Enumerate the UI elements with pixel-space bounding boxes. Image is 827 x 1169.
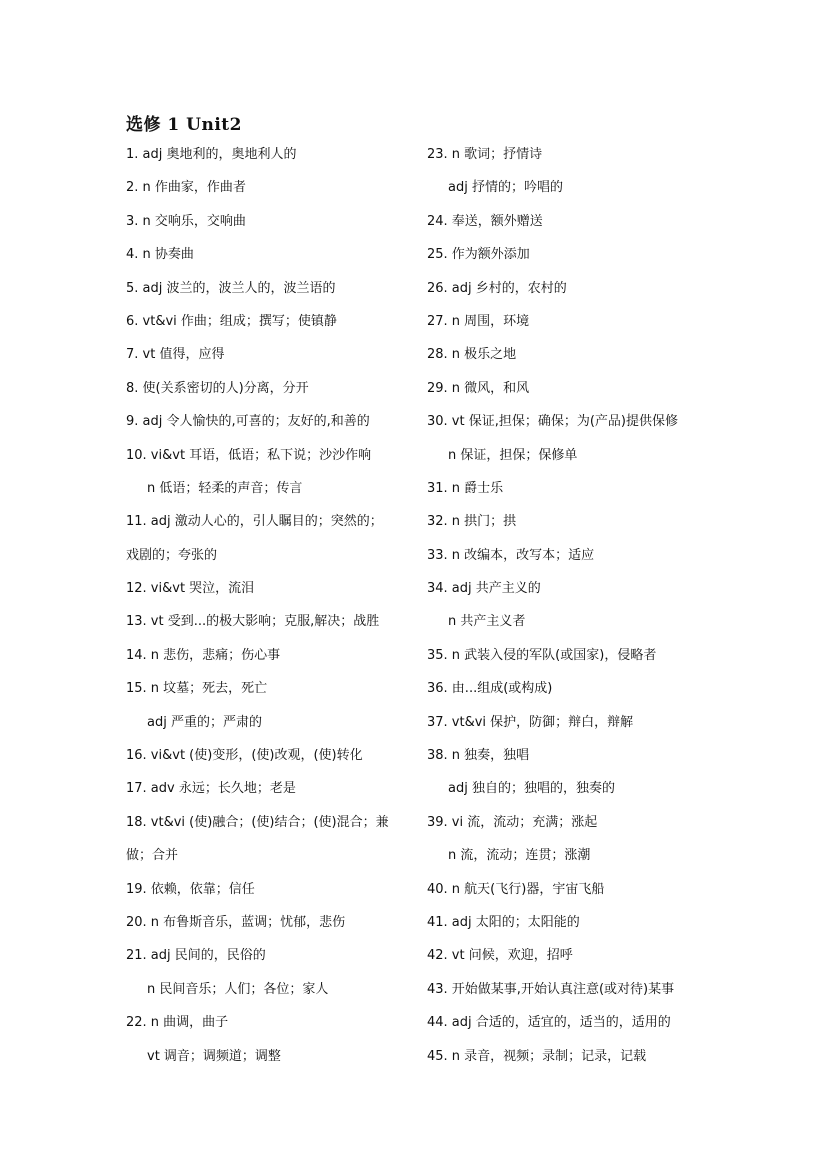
left-column [126,145,416,1080]
vocab-line: 23. n 歌词；抒情诗 [427,147,543,162]
vocab-line: 24. 奉送，额外赠送 [427,213,543,229]
vocab-line: 5. adj 波兰的，波兰人的，波兰语的 [126,280,336,296]
vocab-line: 42. vt 问候，欢迎，招呼 [427,948,573,964]
vocab-line: 34. adj 共产主义的 [427,581,541,597]
vocab-line: 10. vi&vt 耳语，低语；私下说；沙沙作响 [126,447,372,463]
vocab-line: 8. 使(关系密切的人)分离，分开 [126,380,309,396]
vocab-line: n 低语；轻柔的声音；传言 [147,480,303,496]
vocab-line: 44. adj 合适的，适宜的，适当的，适用的 [427,1015,671,1031]
vocab-line: 28. n 极乐之地 [427,347,517,363]
vocab-line: adj 独自的；独唱的，独奏的 [448,781,615,797]
vocab-line: n 共产主义者 [448,614,526,630]
vocab-line: n 民间音乐；人们；各位；家人 [147,981,329,997]
vocab-line: 31. n 爵士乐 [427,480,504,496]
vocab-line: 38. n 独奏，独唱 [427,748,530,764]
vocab-line: 6. vt&vi 作曲；组成；撰写；使镇静 [126,313,337,329]
vocab-line: adj 抒情的；吟唱的 [448,180,563,196]
vocab-line: 21. adj 民间的，民俗的 [126,948,266,964]
vocab-line: 26. adj 乡村的，农村的 [427,280,567,296]
vocab-line: n 流，流动；连贯；涨潮 [448,848,591,864]
vocab-line: 43. 开始做某事,开始认真注意(或对待)某事 [427,981,675,997]
vocab-line: 32. n 拱门；拱 [427,514,517,530]
vocab-line: 37. vt&vi 保护，防御；辩白，辩解 [427,714,634,730]
vocab-line: 25. 作为额外添加 [427,247,530,263]
vocab-line: 35. n 武装入侵的军队(或国家)，侵略者 [427,647,657,663]
vocab-line: 4. n 协奏曲 [126,247,194,263]
vocab-line: 12. vi&vt 哭泣，流泪 [126,581,255,597]
vocab-line: 36. 由...组成(或构成) [427,681,553,697]
vocab-line: 2. n 作曲家，作曲者 [126,180,246,196]
vocab-line: 18. vt&vi (使)融合；(使)结合；(使)混合；兼 [126,814,389,830]
right-column [427,145,717,1080]
vocab-line: 19. 依赖，依靠；信任 [126,881,255,897]
vocab-line: 29. n 微风，和风 [427,380,530,396]
vocab-line: 15. n 坟墓；死去，死亡 [126,681,268,697]
vocab-line: n 保证，担保；保修单 [448,447,578,463]
page-title: 选修 1 Unit2 [126,115,242,135]
vocab-line: 戏剧的；夸张的 [126,547,218,563]
vocab-line: 7. vt 值得，应得 [126,347,225,363]
vocab-line: 13. vt 受到...的极大影响；克服,解决；战胜 [126,614,380,630]
vocab-line: 27. n 周围，环境 [427,313,530,329]
vocab-line: 33. n 改编本，改写本；适应 [427,547,595,563]
vocab-line: 30. vt 保证,担保；确保；为(产品)提供保修 [427,414,679,430]
vocab-line: 17. adv 永远；长久地；老是 [126,781,296,797]
vocab-line: 45. n 录音，视频；录制；记录，记载 [427,1048,647,1064]
vocab-line: 22. n 曲调，曲子 [126,1015,229,1031]
vocab-line: 20. n 布鲁斯音乐，蓝调；忧郁，悲伤 [126,914,346,930]
vocab-line: 16. vi&vt (使)变形，(使)改观，(使)转化 [126,748,363,764]
vocab-line: vt 调音；调频道；调整 [147,1048,281,1064]
vocab-line: 14. n 悲伤，悲痛；伤心事 [126,647,281,663]
vocab-line: adj 严重的；严肃的 [147,714,262,730]
vocab-line: 40. n 航天(飞行)器，宇宙飞船 [427,881,605,897]
vocab-line: 1. adj 奥地利的，奥地利人的 [126,147,297,162]
vocab-line: 做；合并 [126,848,179,864]
vocab-line: 9. adj 令人愉快的,可喜的；友好的,和善的 [126,414,370,430]
vocab-line: 41. adj 太阳的；太阳能的 [427,914,580,930]
vocab-line: 39. vi 流，流动；充满；涨起 [427,814,598,830]
vocab-line: 11. adj 激动人心的，引人瞩目的；突然的； [126,514,383,530]
vocab-line: 3. n 交响乐，交响曲 [126,213,246,229]
